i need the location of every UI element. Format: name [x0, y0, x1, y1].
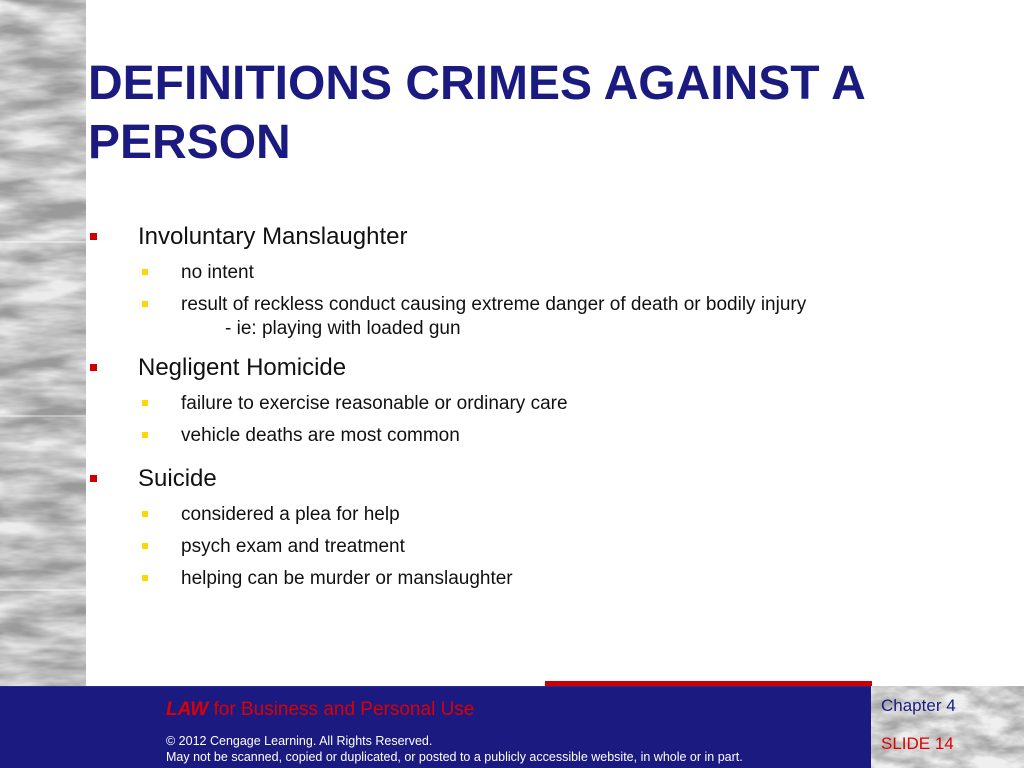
sub-bullet-item: [138, 499, 1008, 530]
square-sub-bullet-icon: [142, 511, 148, 517]
bullet-list: [88, 218, 1008, 594]
square-bullet-icon: [90, 233, 97, 240]
square-sub-bullet-icon: [142, 575, 148, 581]
sub-bullet-item: [138, 388, 1008, 419]
sub-bullet-list: [138, 257, 1008, 340]
sub-bullet-example-note: - ie: playing with loaded gun: [225, 318, 461, 339]
sub-bullet-text: helping can be murder or manslaughter: [181, 568, 513, 589]
bullet-item-suicide: [88, 460, 1008, 594]
square-sub-bullet-icon: [142, 432, 148, 438]
sub-bullet-text: considered a plea for help: [181, 504, 400, 525]
sub-bullet-text: failure to exercise reasonable or ordinary care: [181, 393, 568, 414]
chapter-label: Chapter 4: [881, 696, 956, 715]
slide-content: [88, 218, 1008, 594]
square-sub-bullet-icon: [142, 400, 148, 406]
sub-bullet-item: [138, 257, 1008, 288]
slide-number: SLIDE 14: [881, 734, 954, 753]
footer-brand: [166, 699, 474, 721]
sub-bullet-text: no intent: [181, 262, 254, 283]
sub-bullet-item: [138, 531, 1008, 562]
sub-bullet-item: [138, 289, 1008, 340]
sub-bullet-text: result of reckless conduct causing extreme danger of death or bodily injury: [181, 294, 807, 315]
slide-info-panel: [871, 686, 1024, 768]
bullet-text: Suicide: [138, 465, 217, 492]
bullet-text: Involuntary Manslaughter: [138, 223, 408, 250]
square-bullet-icon: [90, 364, 97, 371]
copyright-restriction-line: May not be scanned, copied or duplicated, or posted to a publicly accessible website, in whole or in part.: [166, 750, 743, 764]
sub-bullet-list: [138, 388, 1008, 451]
bullet-text: Negligent Homicide: [138, 354, 347, 381]
copyright-notice: [166, 733, 743, 765]
sub-bullet-list: [138, 499, 1008, 594]
brand-subtitle: for Business and Personal Use: [208, 699, 475, 720]
marble-texture-strip: [0, 0, 86, 686]
sub-bullet-item: [138, 420, 1008, 451]
square-sub-bullet-icon: [142, 269, 148, 275]
square-sub-bullet-icon: [142, 301, 148, 307]
sub-bullet-item: [138, 563, 1008, 594]
bullet-item-negligent-homicide: [88, 349, 1008, 451]
square-sub-bullet-icon: [142, 543, 148, 549]
footer-bar: [0, 686, 871, 768]
copyright-line: © 2012 Cengage Learning. All Rights Reserved.: [166, 734, 433, 748]
sub-bullet-text: vehicle deaths are most common: [181, 425, 460, 446]
bullet-item-involuntary-manslaughter: [88, 218, 1008, 340]
square-bullet-icon: [90, 475, 97, 482]
slide-title: DEFINITIONS CRIMES AGAINST A PERSON: [88, 57, 865, 169]
brand-law: LAW: [166, 699, 209, 720]
sub-bullet-text: psych exam and treatment: [181, 536, 405, 557]
